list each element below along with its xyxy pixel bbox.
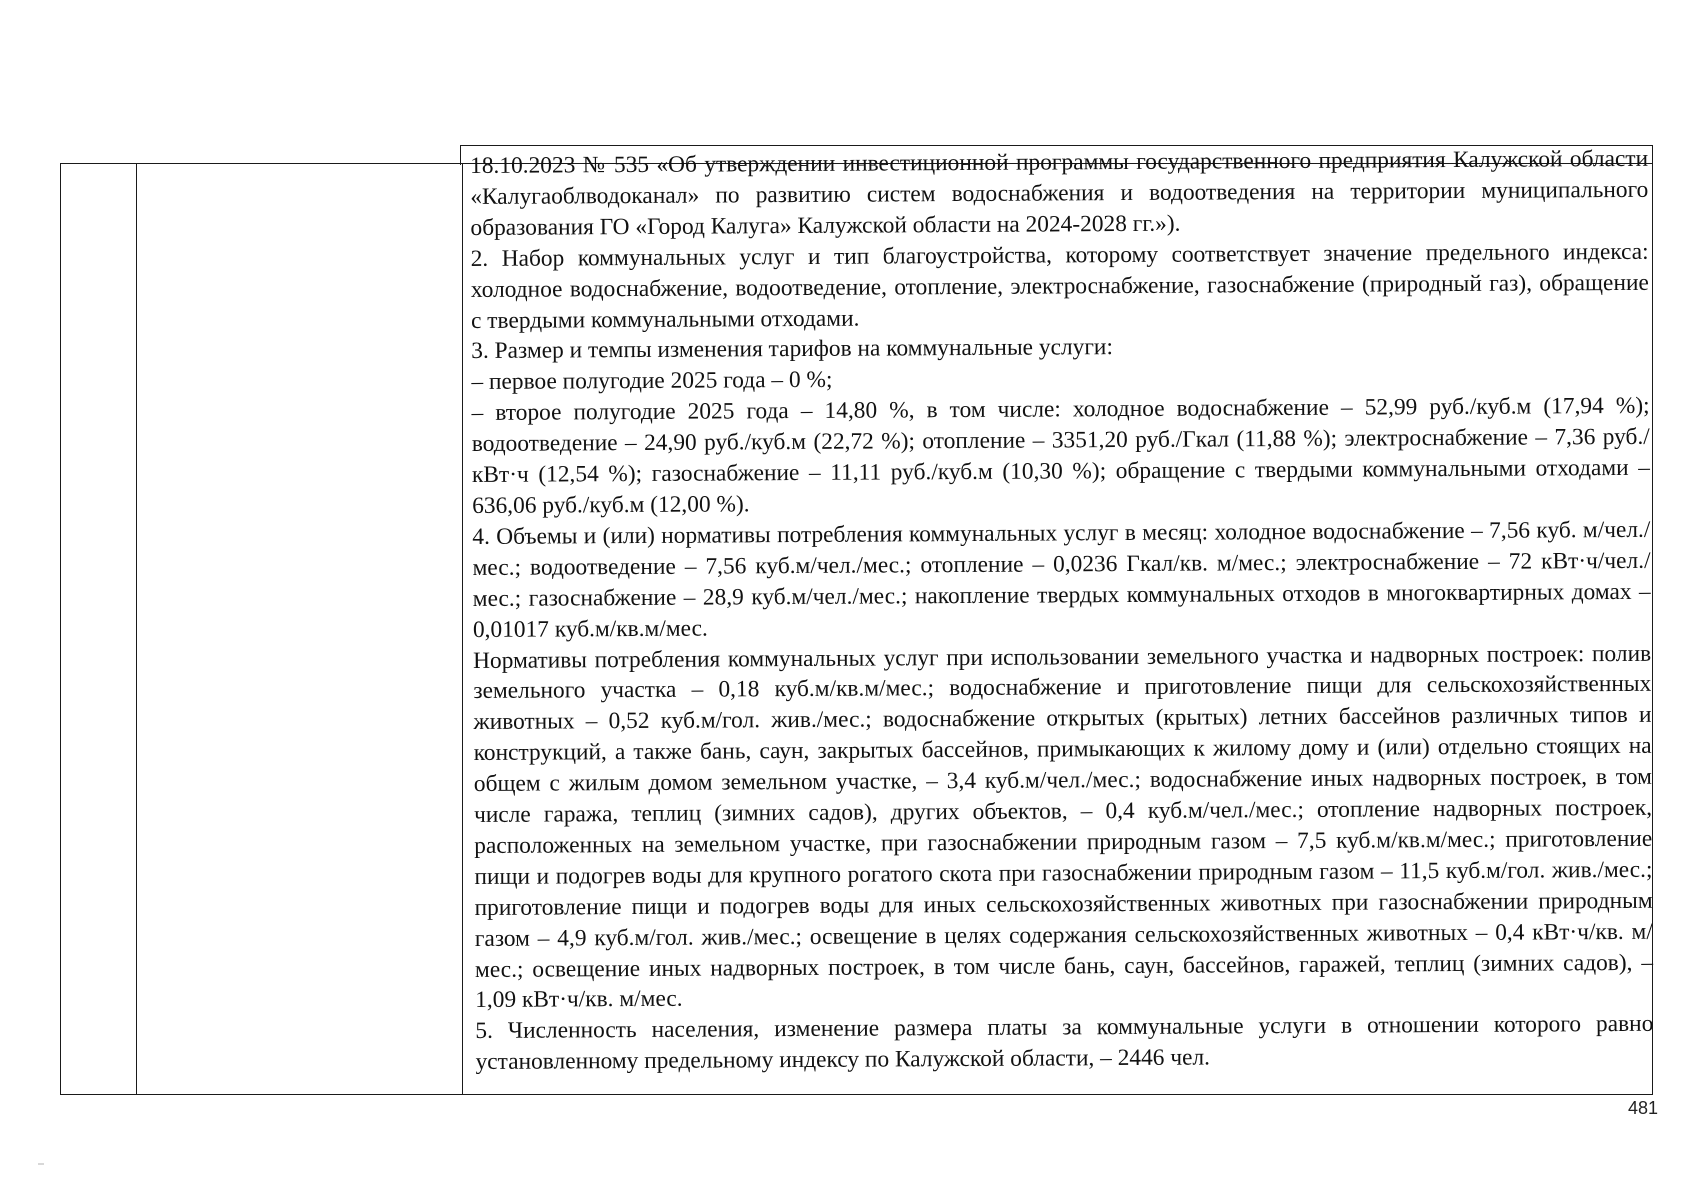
table-right-border-top [1652, 145, 1653, 165]
paragraph-second-half-2025: – второе полугодие 2025 года – 14,80 %, в том числе: холодное водоснабжение – 52,99 руб./куб.м (17,94 %); водоотведение – 24,90 руб./куб.м (22,72 %); отопление – 3351,20 руб./Гкал (11,88 %); электроснабжение – 7,36 руб./кВт·ч (12,54 %); газоснабжение – 11,11 руб./куб.м (10,30 %); обращение с твердыми коммунальными отходами – 636,06 руб./куб.м (12,00 %). [471, 393, 1651, 519]
paragraph-first-half-2025: – первое полугодие 2025 года – 0 %; [471, 367, 833, 396]
paragraph-services-set: 2. Набор коммунальных услуг и тип благоустройства, которому соответствует значение предельного индекса: холодное водоснабжение, водоотведение, отопление, электроснабжение, газоснабжение (природный газ), обращение с твердыми коммунальными отходами. [470, 238, 1649, 334]
page-number: 481 [1628, 1098, 1659, 1118]
paragraph-order-reference: 18.10.2023 № 535 «Об утверждении инвестиционной программы государственного предприятия Калужской области «Калугаоблводоканал» по развитию систем водоснабжения и водоотведения на территории муниципального образования ГО «Город Калуга» Калужской области на 2024-2028 гг.»). [470, 145, 1649, 241]
table-text-cell [470, 144, 1654, 1078]
paragraph-land-plot-norms: Нормативы потребления коммунальных услуг при использовании земельного участка и надворных построек: полив земельного участка – 0,18 куб.м/кв.м/мес.; водоснабжение и приготовление пищи для сельскохозяйственных животных – 0,52 куб.м/гол. жив./мес.; водоснабжение открытых (крытых) летних бассейнов различных типов и конструкций, а также бань, саун, закрытых бассейнов, примыкающих к жилому дому и (или) отдельно стоящих на общем с жилым домом земельном участке, – 3,4 куб.м/чел./мес.; водоснабжение иных надворных построек, в том числе гаража, теплиц (зимних садов), других объектов, – 0,4 куб.м/чел./мес.; отопление надворных построек, расположенных на земельном участке, при газоснабжении природным газом – 7,5 куб.м/кв.м/мес.; приготовление пищи и подогрев воды для крупного рогатого скота при газоснабжении природным газом – 11,5 куб.м/гол. жив./мес.; приготовление пищи и подогрев воды для иных сельскохозяйственных животных при газоснабжении природным газом – 4,9 куб.м/гол. жив./мес.; освещение в целях содержания сельскохозяйственных животных – 0,4 кВт·ч/кв. м/мес.; освещение иных надворных построек, в том числе бань, саун, бассейнов, гаражей, теплиц (зимних садов), – 1,09 кВт·ч/кв. м/мес. [473, 640, 1654, 1014]
cell-left-border-top [460, 145, 461, 165]
column-divider-1 [136, 163, 137, 1095]
column-divider-2 [462, 163, 463, 1095]
paragraph-population: 5. Численность населения, изменение размера платы за коммунальные услуги в отношении которого равно установленному предельному индексу по Калужской области, – 2446 чел. [475, 1011, 1654, 1076]
paragraph-consumption-volumes: 4. Объемы и (или) нормативы потребления коммунальных услуг в месяц: холодное водоснабжение – 7,56 куб. м/чел./мес.; водоотведение – 7,56 куб.м/чел./мес.; отопление – 0,0236 Гкал/кв. м/мес.; электроснабжение – 72 кВт·ч/чел./мес.; газоснабжение – 28,9 куб.м/чел./мес.; накопление твердых коммунальных отходов в многоквартирных домах – 0,01017 куб.м/кв.м/мес. [472, 516, 1651, 643]
scan-artifact [38, 1163, 44, 1165]
paragraph-tariffs-heading: 3. Размер и темпы изменения тарифов на коммунальные услуги: [471, 334, 1113, 365]
